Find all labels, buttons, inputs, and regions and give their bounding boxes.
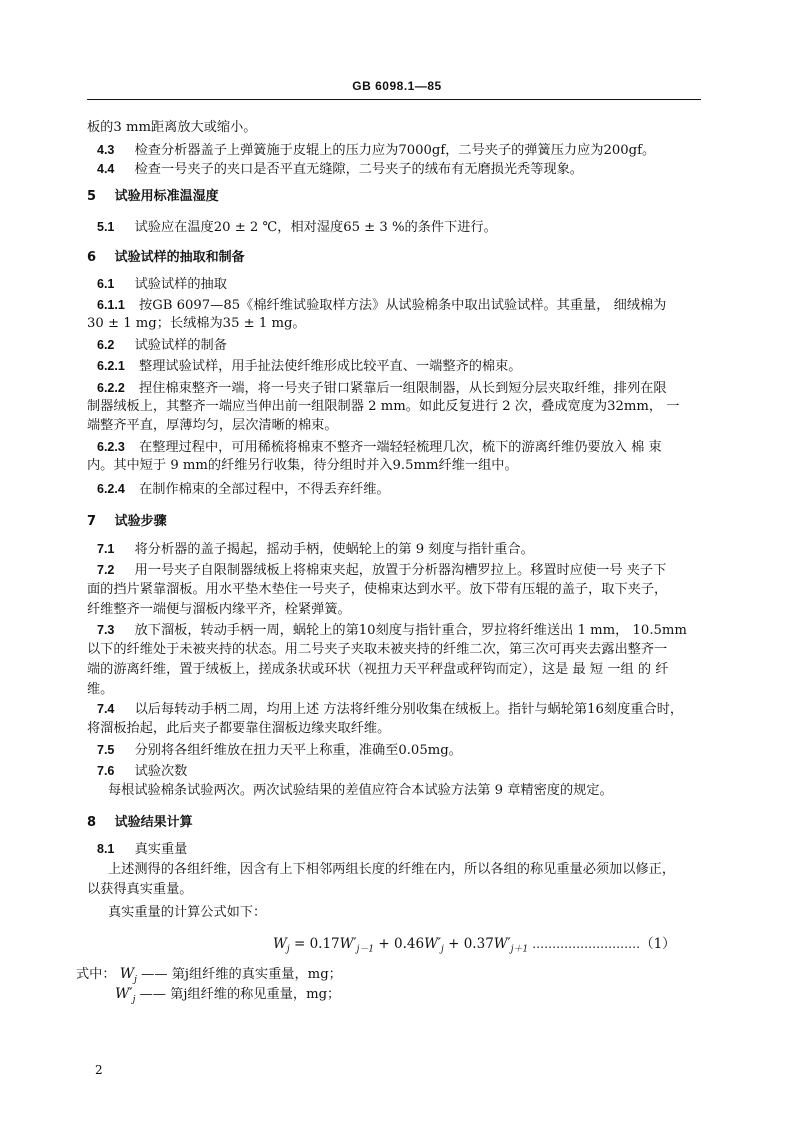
clause-6-2: [97, 337, 227, 354]
clause-6-1-1: [97, 297, 666, 314]
clause-text: 真实重量: [134, 842, 188, 857]
section-title: 试验试样的抽取和制备: [114, 250, 245, 265]
clause-number: 6.2.2: [97, 381, 125, 395]
where-line-1: [76, 966, 342, 988]
formula-subscript: j: [286, 944, 290, 955]
clause-number: 7.6: [97, 764, 115, 778]
clause-text: 在整理过程中，可用稀梳将棉束不整齐一端轻轻梳理几次，梳下的游离纤维仍要放入 棉 束: [139, 440, 662, 455]
formula-symbol: W′: [424, 936, 442, 952]
paragraph-line: 端的游离纤维，置于绒板上，搓成条状或环状（视扭力天平秤盘或秤钩而定），这是 最 短 一组 的 纤: [87, 662, 669, 677]
formula-symbol: W: [273, 936, 287, 952]
clause-6-2-4: [97, 481, 390, 498]
clause-text: 试验次数: [134, 764, 188, 779]
formula-symbol: W′: [493, 936, 511, 952]
clause-number: 5.1: [97, 220, 115, 234]
formula-text: = 0.17: [289, 936, 340, 952]
clause-number: 6.2: [97, 338, 115, 352]
section-title: 试验用标准温湿度: [114, 189, 219, 204]
formula-text: + 0.37: [443, 936, 494, 952]
formula-1: [273, 932, 676, 955]
clause-text: 捏住棉束整齐一端，将一号夹子钳口紧靠后一组限制器，从长到短分层夹取纤维，排列在限: [139, 381, 667, 396]
clause-number: 7.2: [97, 563, 115, 577]
paragraph-line: 板的3 mm距离放大或缩小。: [87, 120, 257, 135]
clause-number: 6.2.3: [97, 440, 125, 454]
clause-text: 在制作棉束的全部过程中，不得丢弃纤维。: [139, 482, 390, 497]
clause-number: 7.4: [97, 702, 115, 716]
formula-text: + 0.46: [374, 936, 425, 952]
clause-7-4: [97, 701, 683, 718]
clause-text: 试验应在温度20 ± 2 ℃，相对湿度65 ± 3 %的条件下进行。: [134, 220, 497, 235]
clause-number: 7.3: [97, 623, 115, 637]
header-divider: [87, 99, 701, 100]
paragraph-line: 以下的纤维处于未被夹持的状态。用二号夹子夹取未被夹持的纤维二次，第三次可再夹去露出整齐一: [87, 642, 668, 657]
clause-text: 用一号夹子自限制器绒板上将棉束夹起，放置于分析器沟槽罗拉上。移置时应使一号 夹子下: [134, 563, 667, 578]
paragraph-line: 上述测得的各组纤维，因含有上下相邻两组长度的纤维在内，所以各组的称见重量必须加以修正，: [108, 862, 676, 877]
where-description: —— 第j组纤维的真实重量，mg；: [141, 967, 342, 982]
clause-7-1: [97, 541, 534, 558]
clause-text: 试验试样的抽取: [134, 277, 227, 292]
where-symbol: W: [119, 966, 135, 982]
formula-subscript: j－1: [356, 944, 375, 955]
section-5-heading: [87, 189, 219, 205]
section-title: 试验结果计算: [114, 815, 193, 830]
where-subscript: j: [132, 994, 136, 1005]
section-number: 6: [87, 250, 97, 265]
clause-7-5: [97, 742, 462, 759]
clause-8-1: [97, 841, 187, 858]
standard-header: GB 6098.1—85: [352, 79, 442, 93]
clause-text: 试验试样的制备: [134, 338, 227, 353]
where-subscript: j: [134, 974, 137, 985]
formula-subscript: j＋1: [510, 944, 529, 955]
where-line-2: [115, 986, 340, 1008]
clause-number: 6.2.1: [97, 359, 125, 373]
paragraph-line: 每根试验棉条试验两次。两次试验结果的差值应符合本试验方法第 9 章精密度的规定。: [108, 783, 613, 798]
clause-number: 7.1: [97, 542, 115, 556]
clause-text: 将分析器的盖子揭起，摇动手柄，使蜗轮上的第 9 刻度与指针重合。: [134, 542, 534, 557]
where-description: —— 第j组纤维的称见重量，mg；: [139, 987, 341, 1002]
paragraph-line: 30 ± 1 mg；长绒棉为35 ± 1 mg。: [87, 316, 306, 331]
clause-6-2-1: [97, 358, 521, 375]
clause-7-6: [97, 763, 187, 780]
section-number: 5: [87, 189, 97, 204]
paragraph-line: 真实重量的计算公式如下：: [108, 905, 267, 920]
clause-number: 6.2.4: [97, 482, 125, 496]
formula-symbol: W′: [339, 936, 357, 952]
section-number: 8: [87, 815, 97, 830]
clause-text: 检查一号夹子的夹口是否平直无缝隙，二号夹子的绒布有无磨损光秃等现象。: [134, 162, 583, 177]
clause-number: 4.4: [97, 162, 115, 176]
paragraph-line: 内。其中短于 9 mm的纤维另行收集，待分组时并入9.5mm纤维一组中。: [87, 458, 518, 473]
clause-number: 7.5: [97, 743, 115, 757]
clause-text: 整理试验试样，用手扯法使纤维形成比较平直、一端整齐的棉束。: [139, 359, 522, 374]
paragraph-line: 以获得真实重量。: [87, 882, 193, 897]
formula-number: （1）: [640, 936, 676, 952]
section-7-heading: [87, 514, 167, 530]
clause-number: 6.1.1: [97, 298, 125, 312]
clause-text: 以后每转动手柄二周，均用上述 方法将纤维分别收集在绒板上。指针与蜗轮第16刻度重合时，: [134, 702, 684, 717]
clause-6-2-2: [97, 380, 667, 397]
clause-6-2-3: [97, 439, 662, 456]
paragraph-line: 面的挡片紧靠溜板。用水平垫木垫住一号夹子，使棉束达到水平。放下带有压辊的盖子，取下夹子，: [87, 582, 668, 597]
clause-number: 8.1: [97, 842, 115, 856]
clause-text: 按GB 6097—85《棉纤维试验取样方法》从试验棉条中取出试验试样。其重量， 细绒棉为: [139, 298, 667, 313]
paragraph-line: 制器绒板上，其整齐一端应当伸出前一组限制器 2 mm。如此反复进行 2 次，叠成宽度为32mm， 一: [87, 399, 680, 414]
clause-7-2: [97, 562, 666, 579]
clause-4-3: [97, 142, 655, 159]
section-title: 试验步骤: [114, 514, 167, 529]
paragraph-line: 维。: [87, 682, 114, 697]
where-symbol: W′: [115, 986, 133, 1002]
clause-4-4: [97, 161, 583, 178]
section-8-heading: [87, 815, 193, 831]
clause-text: 检查分析器盖子上弹簧施于皮辊上的压力应为7000gf，二号夹子的弹簧压力应为200gf。: [134, 143, 656, 158]
clause-text: 分别将各组纤维放在扭力天平上称重，准确至0.05mg。: [134, 743, 462, 758]
clause-6-1: [97, 276, 227, 293]
paragraph-line: 将溜板抬起，此后夹子都要靠住溜板边缘夹取纤维。: [87, 721, 391, 736]
page-number: 2: [95, 1063, 103, 1077]
where-label: 式中：: [76, 967, 116, 982]
formula-leader-dots: ………………………: [528, 937, 641, 951]
clause-number: 4.3: [97, 143, 115, 157]
clause-5-1: [97, 219, 497, 236]
clause-number: 6.1: [97, 277, 115, 291]
section-6-heading: [87, 250, 245, 266]
formula-subscript: j: [441, 944, 444, 955]
paragraph-line: 纤维整齐一端便与溜板内缘平齐，栓紧弹簧。: [87, 602, 351, 617]
clause-text: 放下溜板，转动手柄一周，蜗轮上的第10刻度与指针重合，罗拉将纤维送出 1 mm， 10.5mm: [134, 623, 687, 638]
paragraph-line: 端整齐平直，厚薄均匀，层次清晰的棉束。: [87, 418, 338, 433]
section-number: 7: [87, 514, 97, 529]
clause-7-3: [97, 622, 687, 639]
